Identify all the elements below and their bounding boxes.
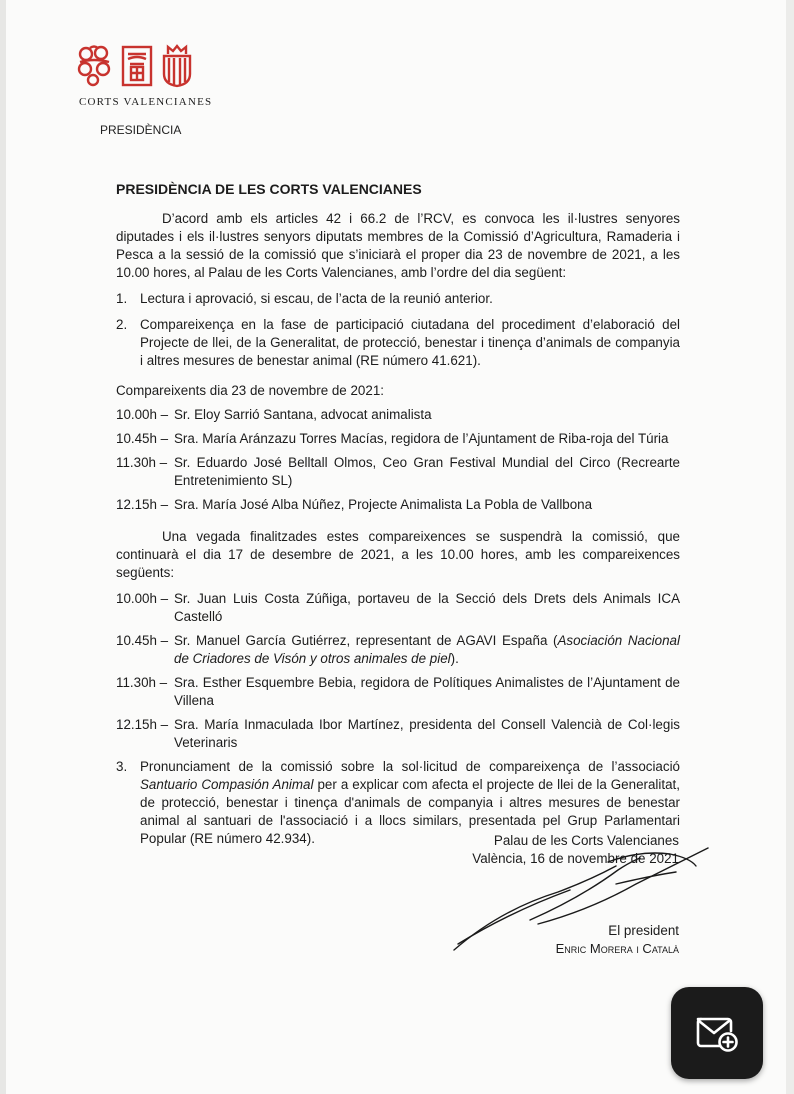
agenda-text: Lectura i aprovació, si escau, de l’acta de la reunió anterior. xyxy=(140,291,493,306)
agenda-text-part: Pronunciament de la comissió sobre la sol·licitud de compareixença de l’associació xyxy=(140,759,680,774)
mail-add-icon xyxy=(694,1013,740,1053)
heraldic-emblem-icon xyxy=(76,44,114,88)
schedule-time: 11.30h – xyxy=(116,675,168,690)
schedule-time: 12.15h – xyxy=(116,717,169,732)
org-name: CORTS VALENCIANES xyxy=(79,96,213,108)
agenda-number: 2. xyxy=(116,317,128,332)
schedule-row xyxy=(116,632,680,668)
document-body xyxy=(116,180,680,856)
schedule-text: Sr. Eduardo José Belltall Olmos, Ceo Gran Festival Mundial del Circo (Recrearte Entretenimiento SL) xyxy=(174,455,680,488)
signature-date: València, 16 de novembre de 2021 xyxy=(472,851,679,866)
schedule-time: 12.15h – xyxy=(116,497,169,512)
schedule-time: 11.30h – xyxy=(116,455,168,470)
schedule-row xyxy=(116,716,680,752)
schedule-time: 10.00h – xyxy=(116,591,169,606)
shield-emblem-icon xyxy=(160,44,194,88)
door-emblem-icon xyxy=(121,44,153,88)
signature-place: Palau de les Corts Valencianes xyxy=(493,833,679,848)
schedule-row xyxy=(116,430,680,448)
agenda-item xyxy=(116,290,680,308)
signatory-block xyxy=(556,922,679,958)
schedule-text: Sra. María Inmaculada Ibor Martínez, presidenta del Consell Valencià de Col·legis Veterinaris xyxy=(174,717,680,750)
schedule-row xyxy=(116,674,680,710)
agenda-text: Compareixença en la fase de participació ciutadana del procediment d’elaboració del Projecte de llei, de la Generalitat, de protecció, benestar i tinença d’animals de companyia i altres mesures de benestar animal (RE número 41.621). xyxy=(140,317,680,368)
schedule-row xyxy=(116,454,680,490)
schedule-row xyxy=(116,590,680,626)
document-heading: PRESIDÈNCIA DE LES CORTS VALENCIANES xyxy=(116,181,422,197)
schedule-row xyxy=(116,496,680,514)
schedule-text: Sra. Esther Esquembre Bebia, regidora de Polítiques Animalistes de l’Ajuntament de Villena xyxy=(174,675,680,708)
schedule-text: Sr. Juan Luis Costa Zúñiga, portaveu de la Secció dels Drets dels Animals ICA Castelló xyxy=(174,591,680,624)
schedule-row xyxy=(116,406,680,424)
department-label: PRESIDÈNCIA xyxy=(100,123,182,137)
schedule-time: 10.45h – xyxy=(116,431,169,446)
corts-logo xyxy=(76,44,194,88)
signatory-name: Enric Morera i Català xyxy=(555,941,679,956)
compose-mail-button[interactable] xyxy=(671,987,763,1079)
intro-paragraph: D’acord amb els articles 42 i 66.2 de l’RCV, es convoca les il·lustres senyores diputades i els il·lustres senyors diputats membres de la Comissió d’Agricultura, Ramaderia i Pesca a la sessió de la comissió que s’iniciarà el proper dia 23 de novembre de 2021, a les 10.00 hores, al Palau de les Corts Valencianes, amb l’ordre del dia següent: xyxy=(116,211,680,280)
continuation-paragraph: Una vegada finalitzades estes compareixences se suspendrà la comissió, que continuarà el dia 17 de desembre de 2021, a les 10.00 hores, amb les compareixences següents: xyxy=(116,529,680,580)
page-edge xyxy=(786,0,794,1094)
signatory-role: El president xyxy=(608,923,679,938)
first-day-label: Compareixents dia 23 de novembre de 2021: xyxy=(116,383,384,398)
page-edge xyxy=(0,0,6,1094)
agenda-number: 3. xyxy=(116,759,128,774)
schedule-text-part: Sr. Manuel García Gutiérrez, representant de AGAVI España ( xyxy=(174,633,558,648)
agenda-item xyxy=(116,316,680,370)
schedule-text: Sr. Eloy Sarrió Santana, advocat animalista xyxy=(174,407,432,422)
schedule-text xyxy=(174,632,680,668)
schedule-time: 10.00h – xyxy=(116,407,169,422)
agenda-text-part: per a explicar com afecta el projecte de llei de la Generalitat, de protecció, benestar i tinença d'animals de companyia i altres mesures de benestar animal al santuari de l'associació i a llocs similars, presentada pel Grup Parlamentari Popular (RE número 42.934). xyxy=(140,777,680,846)
schedule-text-part: ). xyxy=(450,651,459,666)
schedule-text: Sra. María Aránzazu Torres Macías, regidora de l’Ajuntament de Riba-roja del Túria xyxy=(174,431,669,446)
association-name: Asociación Nacional de Criadores de Visón y otros animales de piel xyxy=(174,633,680,666)
schedule-time: 10.45h – xyxy=(116,633,169,648)
agenda-number: 1. xyxy=(116,291,128,306)
association-name: Santuario Compasión Animal xyxy=(140,777,314,792)
schedule-text: Sra. María José Alba Núñez, Projecte Animalista La Pobla de Vallbona xyxy=(174,497,593,512)
